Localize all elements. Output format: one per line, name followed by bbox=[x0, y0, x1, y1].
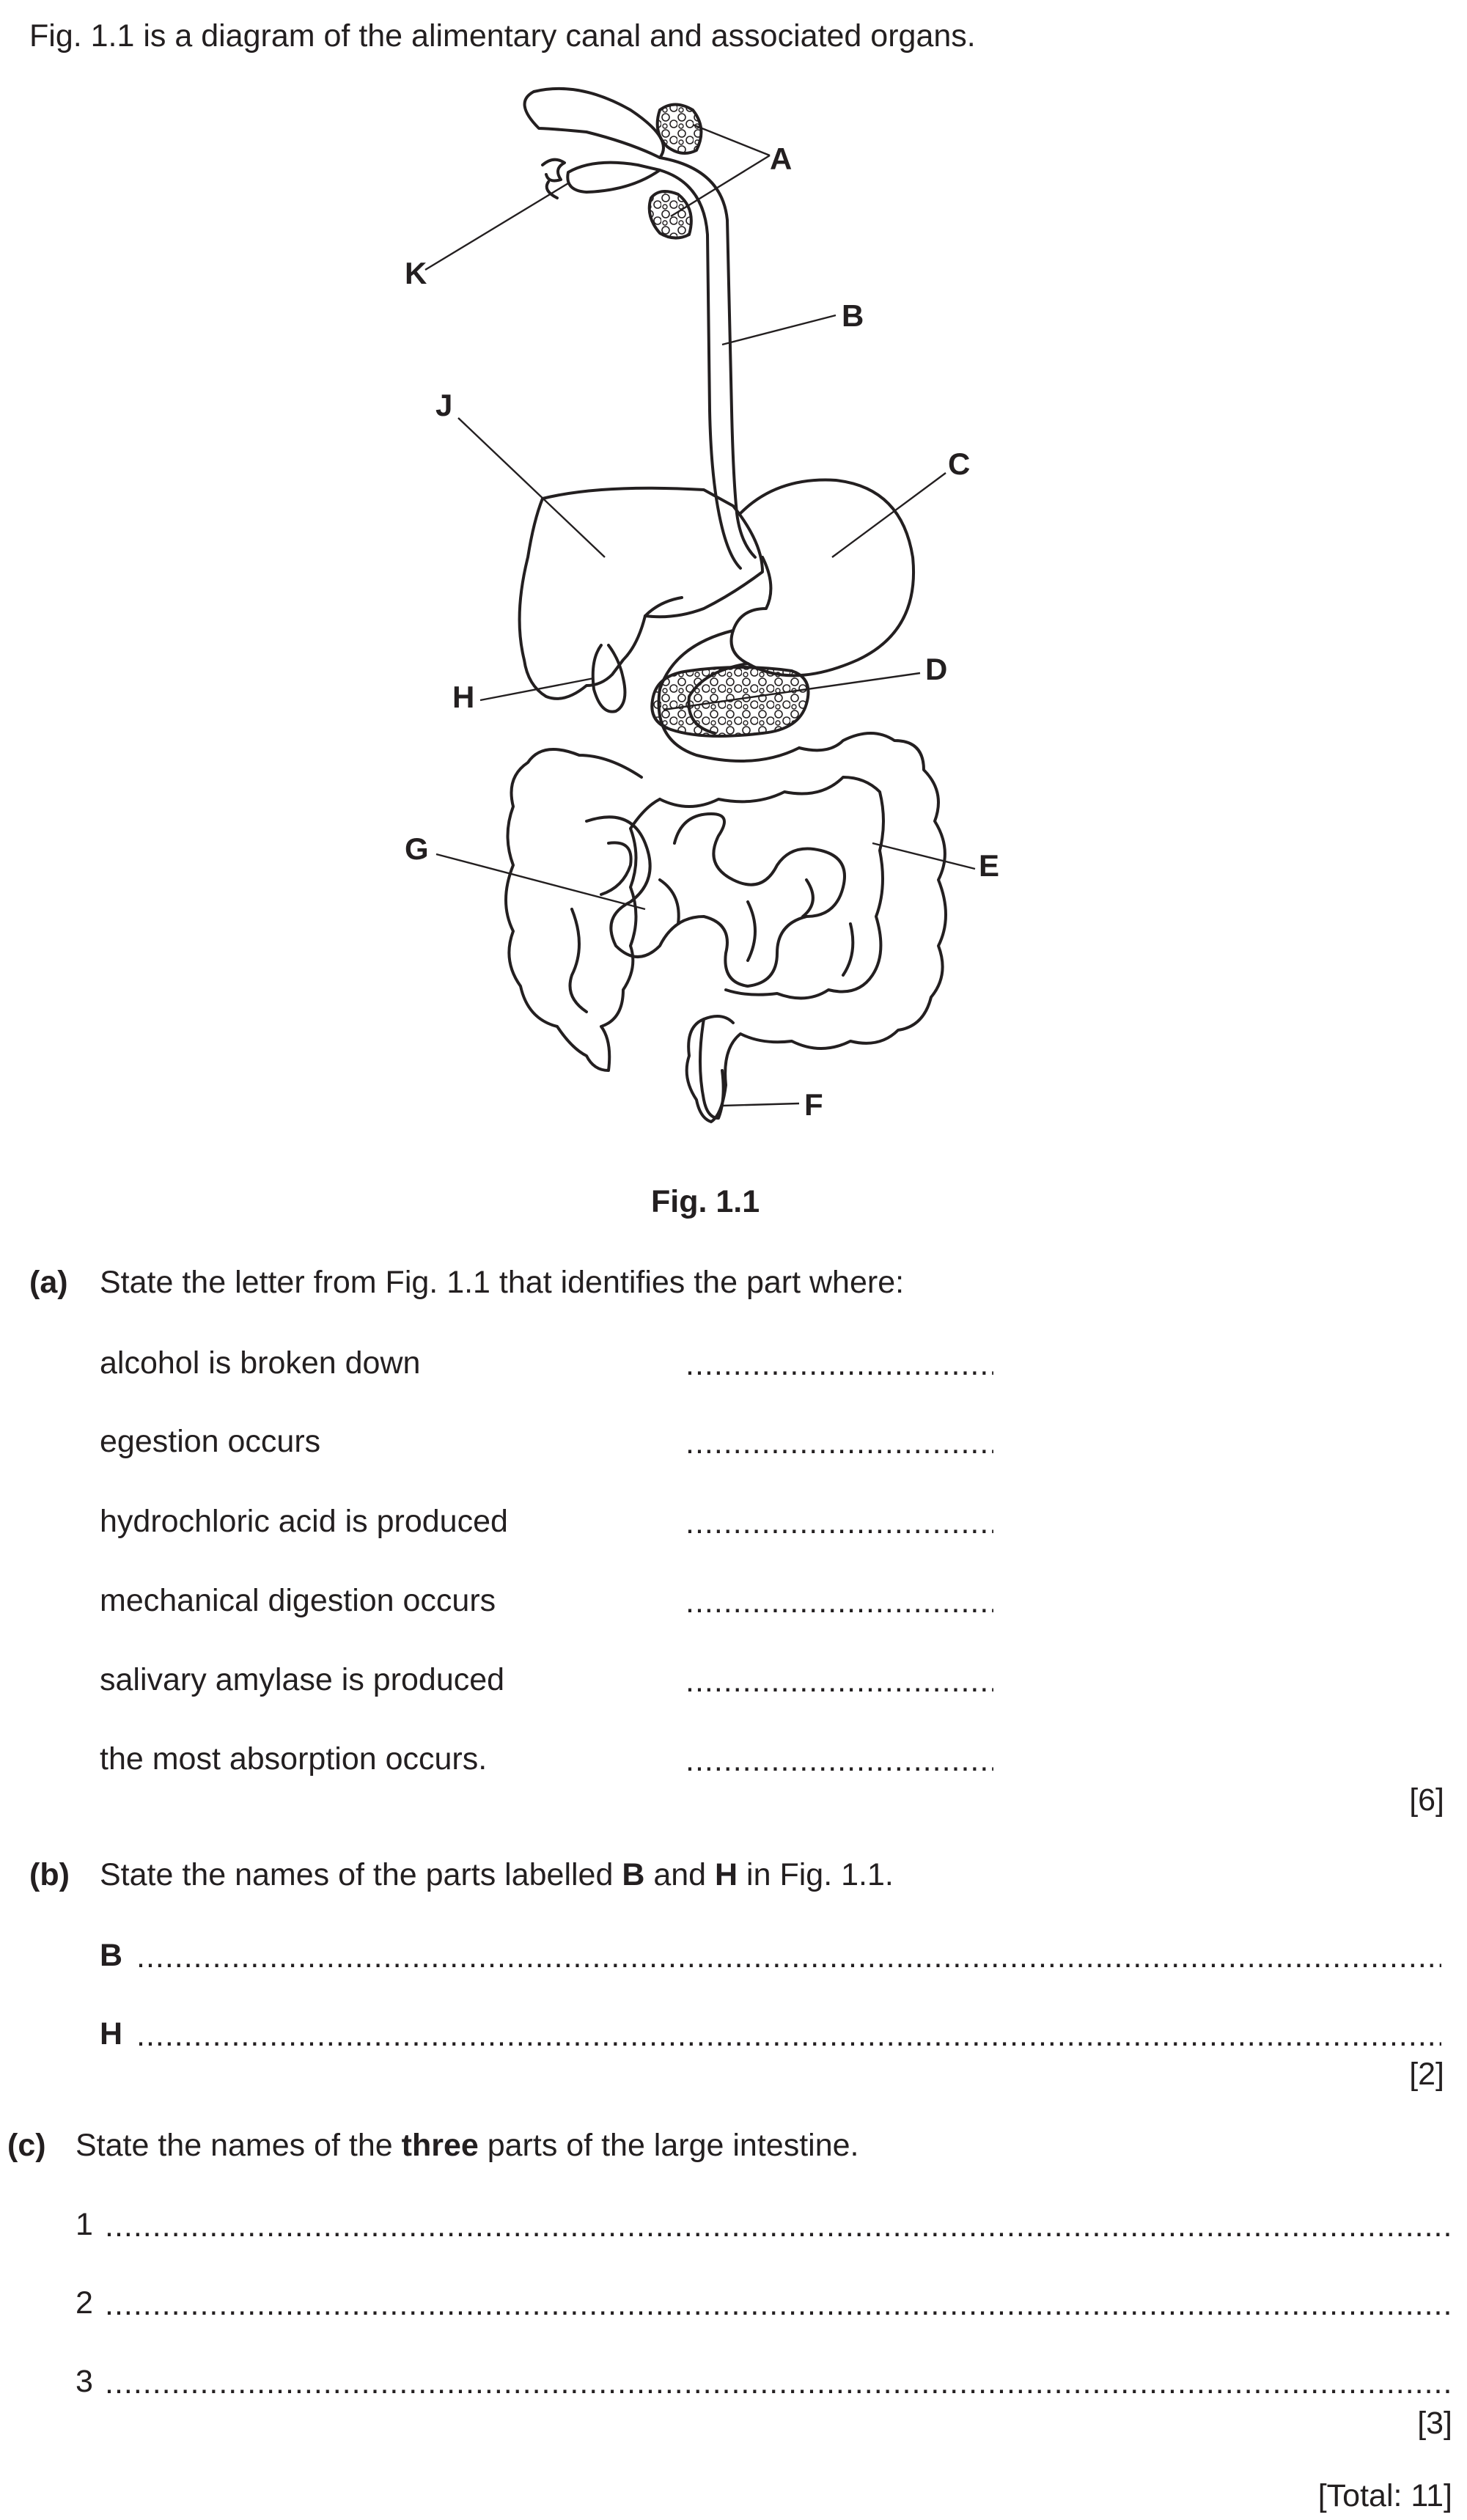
label-B: B bbox=[842, 298, 864, 333]
total-marks: [Total: 11] bbox=[1317, 2478, 1452, 2513]
salivary-gland-lower bbox=[650, 191, 691, 238]
part-c-line-label-1: 1 bbox=[76, 2207, 93, 2242]
part-c-line-label-3: 3 bbox=[76, 2364, 93, 2399]
answer-line-a3[interactable] bbox=[685, 1507, 993, 1539]
label-F: F bbox=[804, 1087, 823, 1122]
alimentary-canal-diagram bbox=[0, 0, 1467, 1144]
part-a-question: State the letter from Fig. 1.1 that identifies the part where: bbox=[100, 1265, 905, 1300]
part-b-question: State the names of the parts labelled B and H in Fig. 1.1. bbox=[100, 1857, 894, 1892]
part-a-item-5: salivary amylase is produced bbox=[100, 1662, 505, 1697]
label-A: A bbox=[770, 142, 793, 176]
answer-line-a4[interactable] bbox=[685, 1587, 993, 1618]
part-c-marks: [3] bbox=[1417, 2406, 1452, 2441]
answer-line-b2[interactable] bbox=[136, 2020, 1441, 2051]
answer-line-a1[interactable] bbox=[685, 1349, 993, 1381]
answer-line-a5[interactable] bbox=[685, 1666, 993, 1697]
part-c-number: (c) bbox=[7, 2128, 46, 2163]
answer-line-b1[interactable] bbox=[136, 1942, 1441, 1973]
large-intestine bbox=[506, 749, 660, 1070]
part-b-line-label-2: H bbox=[100, 2016, 123, 2051]
part-a-item-3: hydrochloric acid is produced bbox=[100, 1504, 508, 1539]
figure-caption: Fig. 1.1 bbox=[651, 1184, 760, 1219]
label-D: D bbox=[925, 652, 948, 686]
part-a-item-2: egestion occurs bbox=[100, 1424, 321, 1459]
part-a-item-6: the most absorption occurs. bbox=[100, 1741, 488, 1777]
answer-line-a6[interactable] bbox=[685, 1745, 993, 1777]
answer-line-c3[interactable] bbox=[105, 2367, 1450, 2399]
part-c-line-label-2: 2 bbox=[76, 2285, 93, 2321]
answer-line-a2[interactable] bbox=[685, 1428, 993, 1459]
label-K: K bbox=[405, 256, 427, 290]
part-b-number: (b) bbox=[29, 1857, 70, 1892]
part-b-line-label-1: B bbox=[100, 1938, 123, 1973]
answer-line-c1[interactable] bbox=[105, 2211, 1450, 2242]
rectum bbox=[700, 1019, 724, 1118]
part-a-item-1: alcohol is broken down bbox=[100, 1345, 421, 1381]
stomach bbox=[732, 480, 914, 676]
pancreas bbox=[652, 667, 808, 736]
label-H: H bbox=[452, 680, 475, 714]
intro-text: Fig. 1.1 is a diagram of the alimentary canal and associated organs. bbox=[29, 18, 976, 54]
label-E: E bbox=[979, 848, 1000, 883]
mouth-cavity bbox=[525, 89, 663, 198]
part-a-item-4: mechanical digestion occurs bbox=[100, 1583, 496, 1618]
part-c-question: State the names of the three parts of the large intestine. bbox=[76, 2128, 859, 2163]
label-C: C bbox=[948, 447, 971, 481]
label-G: G bbox=[405, 831, 429, 866]
part-b-marks: [2] bbox=[1409, 2057, 1444, 2092]
small-intestine bbox=[587, 814, 845, 986]
label-leader-lines bbox=[425, 125, 975, 1106]
label-J: J bbox=[435, 388, 453, 422]
part-a-number: (a) bbox=[29, 1265, 68, 1300]
part-a-marks: [6] bbox=[1409, 1782, 1444, 1818]
answer-line-c2[interactable] bbox=[105, 2289, 1450, 2321]
